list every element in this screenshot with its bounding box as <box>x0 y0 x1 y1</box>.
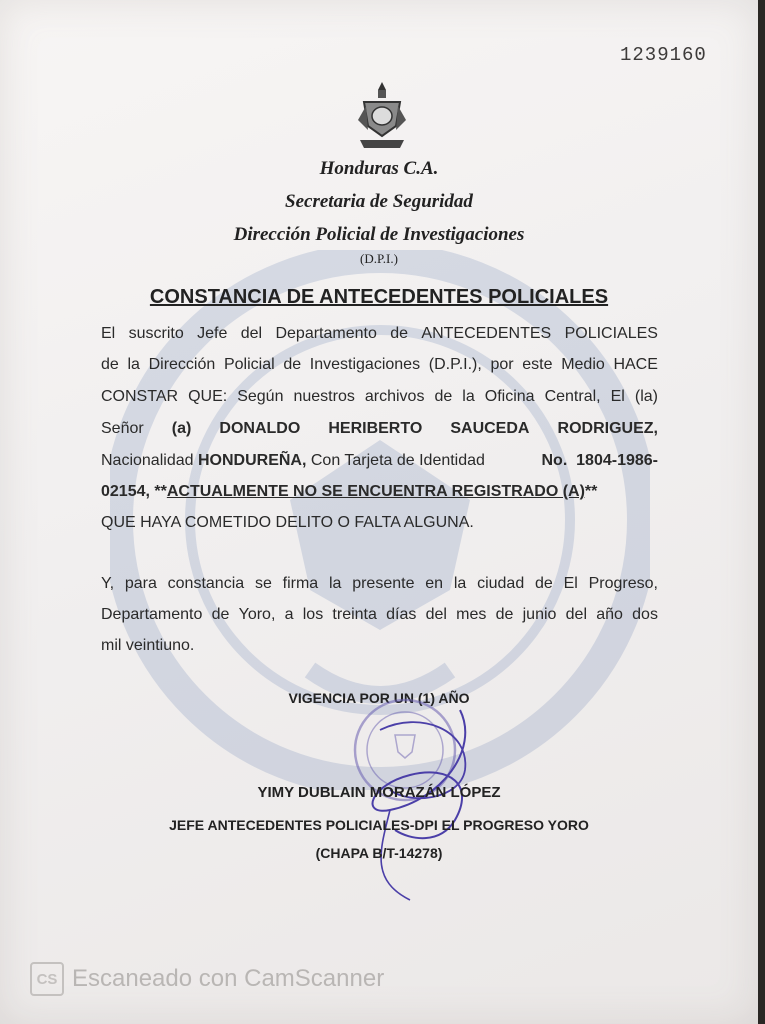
body-line-1: El suscrito Jefe del Departamento de ANTECEDENTES POLICIALES <box>101 325 658 342</box>
body-line-5-identity: Nacionalidad HONDUREÑA, Con Tarjeta de Identidad No. 1804-1986- <box>101 452 658 469</box>
nationality: HONDUREÑA, <box>197 452 307 469</box>
header-ministry: Secretaria de Seguridad <box>285 191 473 212</box>
camscanner-icon: CS <box>30 962 64 996</box>
validity-note: VIGENCIA POR UN (1) AÑO <box>288 690 470 706</box>
closing-line-2: Departamento de Yoro, a los treinta días del mes de junio del año dos <box>101 606 658 623</box>
closing-line-3: mil veintiuno. <box>101 637 195 654</box>
body-line-4-person: Señor (a) DONALDO HERIBERTO SAUCEDA RODRIGUEZ, <box>101 420 658 437</box>
id-number-part1: No. 1804-1986- <box>541 452 658 469</box>
coat-of-arms-icon <box>356 80 408 152</box>
signatory-badge: (CHAPA B/T-14278) <box>315 845 443 861</box>
header-directorate: Dirección Policial de Investigaciones <box>233 224 525 245</box>
closing-line-1: Y, para constancia se firma la presente en la ciudad de El Progreso, <box>101 575 658 592</box>
serial-number: 1239160 <box>620 44 707 66</box>
document-title: CONSTANCIA DE ANTECEDENTES POLICIALES <box>149 286 609 308</box>
header-abbreviation: (D.P.I.) <box>360 251 398 266</box>
id-number-part2: 02154, ** <box>101 483 167 500</box>
signatory-title: JEFE ANTECEDENTES POLICIALES-DPI EL PROGRESO YORO <box>169 817 589 833</box>
person-first-name: DONALDO <box>219 420 301 437</box>
camscanner-label: Escaneado con CamScanner <box>72 965 385 992</box>
camscanner-watermark <box>30 962 384 996</box>
signatory-name: YIMY DUBLAIN MORAZÁN LÓPEZ <box>257 784 501 801</box>
body-line-7: QUE HAYA COMETIDO DELITO O FALTA ALGUNA. <box>101 514 474 531</box>
body-line-6-status: 02154, ** ACTUALMENTE NO SE ENCUENTRA REGISTRADO (A) ** <box>101 483 598 500</box>
body-line-3: CONSTAR QUE: Según nuestros archivos de la Oficina Central, El (la) <box>101 388 658 405</box>
record-status: ACTUALMENTE NO SE ENCUENTRA REGISTRADO (A) <box>166 483 585 500</box>
body-line-2: de la Dirección Policial de Investigaciones (D.P.I.), por este Medio HACE <box>101 356 658 373</box>
header-country: Honduras C.A. <box>319 158 439 179</box>
